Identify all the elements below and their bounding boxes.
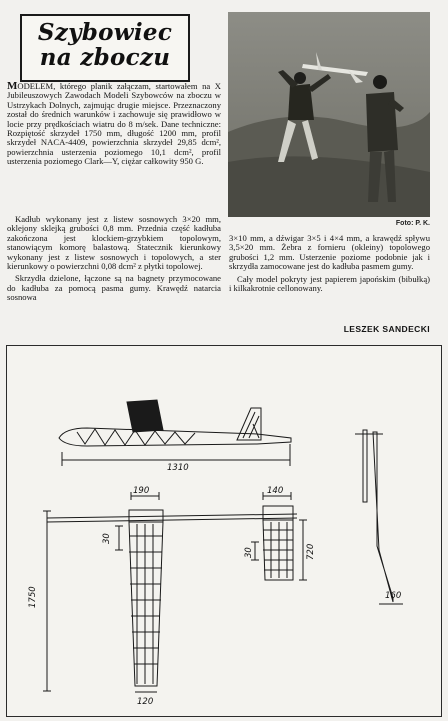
flight-photo	[228, 12, 430, 217]
article-title	[22, 16, 188, 70]
photo-illustration	[228, 12, 430, 217]
side-view	[59, 400, 291, 466]
drop-cap: M	[7, 80, 18, 92]
dim-stab-span-label: 720	[306, 543, 316, 560]
title-line-2: na zboczu	[39, 44, 171, 71]
paragraph-covering: Cały model pokryty jest papierem japońskim (bibułką) i kilkakrotnie cellonowany.	[229, 273, 430, 294]
dim-stab-root-label: 140	[267, 486, 284, 496]
photo-caption: Foto: P. K.	[395, 220, 430, 227]
dim-span-label: 1750	[28, 586, 38, 608]
title-line-1: Szybowiec	[37, 19, 173, 46]
dim-stab-rib-gap-label: 30	[244, 547, 254, 558]
paragraph-fuselage: Kadłub wykonany jest z listew sosnowych 3×20 mm, oklejony sklejką grubości 0,8 mm. Przednia część kadłuba zakończona jest klockiem-grzybkiem topolowym, stanowiącym komorę balastową. Statecznik kierunkowy wykonany jest z listew sosnowych i topolowych, a ster kierunkowy o powierzchni 0,08 dcm² z płytki topolowej.	[7, 214, 221, 272]
glider-plan-svg	[7, 346, 441, 716]
front-view	[355, 430, 403, 604]
dim-hook-label: 160	[385, 591, 402, 601]
article-column-2	[229, 234, 430, 296]
dim-wing-tip-label: 120	[137, 697, 154, 707]
top-view	[43, 492, 307, 692]
paragraph-wings: Skrzydła dzielone, łączone są na bagnety przymocowane do kadłuba za pomocą pasma gumy. Krawędź natarcia sosnowa	[7, 273, 221, 303]
paragraph-spars: 3×10 mm, a dźwigar 3×5 i 4×4 mm, a krawędź spływu 3,5×20 mm. Żebra z fornieru (okleiny) topolowego grubości 1,2 mm. Usterzenie poziome podobnie jak i skrzydła zamocowane jest do kadłuba pasmem gumy.	[229, 233, 430, 272]
dim-length-label: 1310	[167, 463, 189, 473]
intro-paragraph: ODELEM, którego planik załączam, startowałem na X Jubileuszowych Zawodach Modeli Szybowców na zboczu w Ustrzykach Dolnych, zajmując drugie miejsce. Przeznaczony został do średnich warunków i zachowuje się prawidłowo w locie przy prędkościach wiatru do 8 m/sek. Dane techniczne: Rozpiętość skrzydeł 1750 mm, długość 1200 mm, profil skrzydeł NACA-4409, powierzchnia skrzydeł 29,85 dcm², powierzchnia usterzenia poziomego 10,1 dcm², profil usterzenia poziomego Clark—Y, ciężar całkowity 950 G.	[7, 81, 221, 167]
article-column-1-lower	[7, 215, 221, 306]
title-box	[20, 14, 190, 82]
dim-wing-root-label: 190	[133, 486, 150, 496]
dim-rib-gap-label: 30	[102, 533, 112, 544]
plan-drawing	[6, 345, 442, 717]
article-column-1	[7, 82, 221, 170]
author-name: LESZEK SANDECKI	[343, 324, 430, 334]
